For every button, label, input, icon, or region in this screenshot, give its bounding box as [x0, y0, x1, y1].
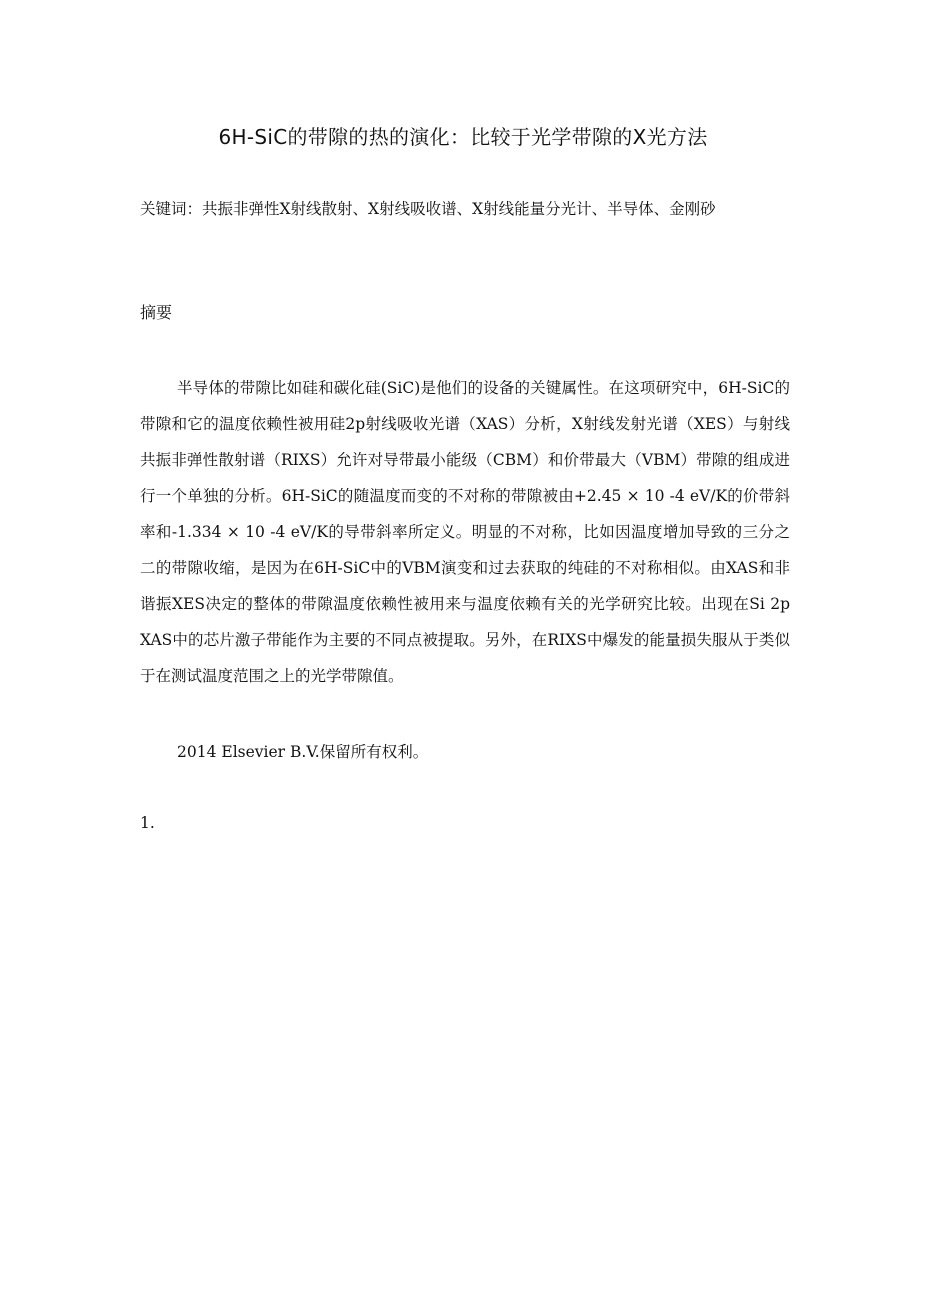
- copyright-notice: 2014 Elsevier B.V.保留所有权利。: [177, 743, 429, 761]
- document-title: 6H-SiC的带隙的热的演化：比较于光学带隙的X光方法: [218, 125, 708, 149]
- abstract-body: 半导体的带隙比如硅和碳化硅(SiC)是他们的设备的关键属性。在这项研究中，6H-SiC的带隙和它的温度依赖性被用硅2p射线吸收光谱（XAS）分析，X射线发射光谱（XES）与射线共振非弹性散射谱（RIXS）允许对导带最小能级（CBM）和价带最大（VBM）带隙的组成进行一个单独的分析。6H-SiC的随温度而变的不对称的带隙被由+2.45 × 10 -4 eV/K的价带斜率和-1.334 × 10 -4 eV/K的导带斜率所定义。明显的不对称，比如因温度增加导致的三分之二的带隙收缩，是因为在6H-SiC中的VBM演变和过去获取的纯硅的不对称相似。由XAS和非谐振XES决定的整体的带隙温度依赖性被用来与温度依赖有关的光学研究比较。出现在Si 2p XAS中的芯片激子带能作为主要的不同点被提取。另外，在RIXS中爆发的能量损失服从于类似于在测试温度范围之上的光学带隙值。: [140, 379, 790, 685]
- section-number: 1.: [140, 814, 155, 832]
- abstract-heading: 摘要: [140, 303, 173, 322]
- keywords-paragraph: 关键词：共振非弹性X射线散射、X射线吸收谱、X射线能量分光计、半导体、金刚砂: [140, 200, 716, 218]
